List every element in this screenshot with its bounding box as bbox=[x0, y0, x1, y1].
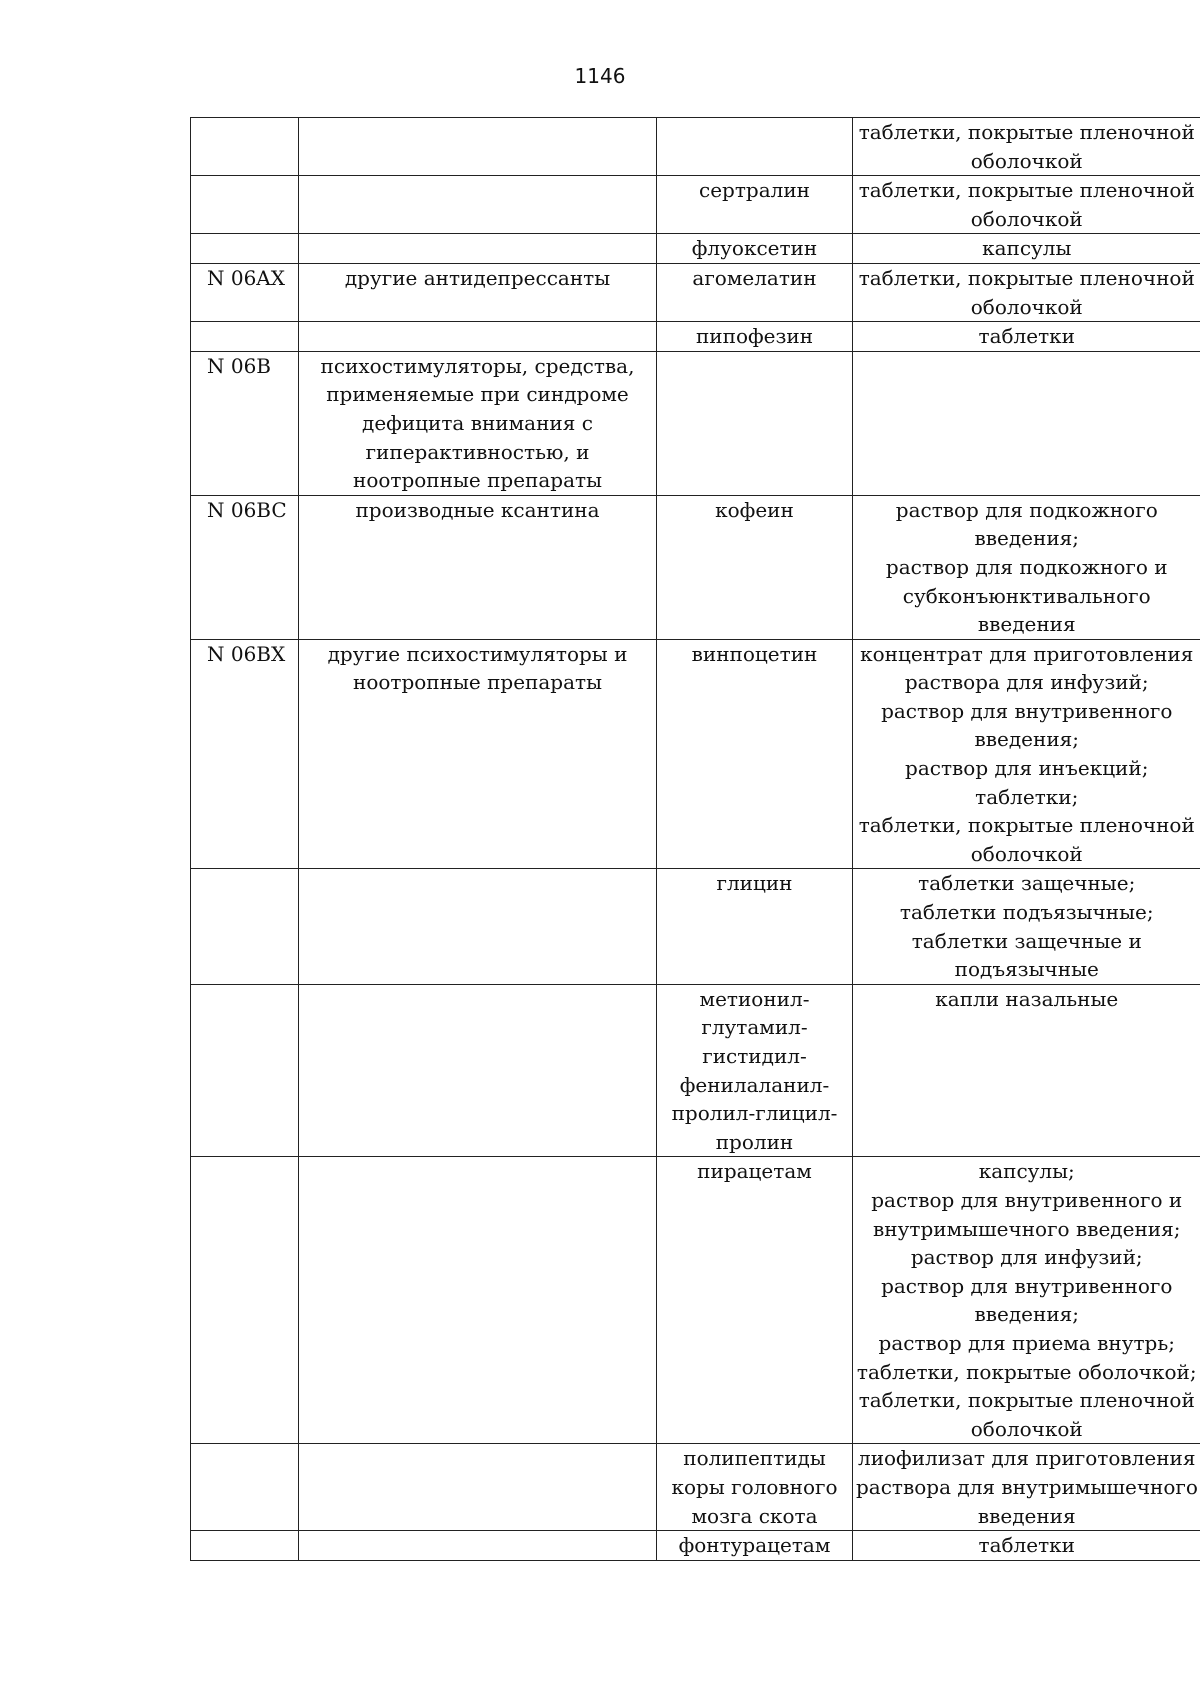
cell-line: таблетки подъязычные; bbox=[899, 900, 1154, 925]
dosage-form-cell bbox=[853, 869, 1200, 984]
atc-code-cell bbox=[191, 118, 299, 176]
group-name-cell bbox=[299, 234, 657, 264]
atc-code-cell bbox=[191, 1157, 299, 1444]
cell-line: фенилаланил- bbox=[679, 1072, 830, 1097]
cell-line: фонтурацетам bbox=[678, 1533, 831, 1558]
cell-line: N 06B bbox=[207, 353, 272, 378]
drug-name-cell bbox=[657, 984, 853, 1157]
cell-line: подъязычные bbox=[954, 957, 1099, 982]
cell-line: гиперактивностью, и bbox=[365, 439, 590, 464]
cell-line: метионил- bbox=[699, 986, 810, 1011]
dosage-form-cell bbox=[853, 984, 1200, 1157]
cell-line: сертралин bbox=[699, 178, 810, 203]
group-name-cell bbox=[299, 984, 657, 1157]
cell-line: ноотропные препараты bbox=[352, 468, 603, 493]
table-row bbox=[191, 118, 1200, 176]
atc-code-cell bbox=[191, 1531, 299, 1561]
page-number: 1146 bbox=[574, 64, 626, 88]
drug-name-cell bbox=[657, 1531, 853, 1561]
cell-line: пролил-глицил- bbox=[671, 1101, 838, 1126]
table-row bbox=[191, 351, 1200, 495]
dosage-form-cell bbox=[853, 351, 1200, 495]
cell-line: таблетки bbox=[978, 324, 1075, 349]
cell-line: таблетки bbox=[978, 1533, 1075, 1558]
cell-line: винпоцетин bbox=[691, 641, 818, 666]
cell-line: таблетки, покрытые пленочной bbox=[858, 1388, 1195, 1413]
dosage-form-cell bbox=[853, 495, 1200, 639]
cell-line: таблетки; bbox=[975, 784, 1079, 809]
cell-line: таблетки защечные и bbox=[911, 928, 1142, 953]
dosage-form-cell bbox=[853, 234, 1200, 264]
table-row bbox=[191, 1531, 1200, 1561]
drug-name-cell bbox=[657, 351, 853, 495]
drug-name-cell bbox=[657, 322, 853, 352]
atc-code-cell bbox=[191, 176, 299, 234]
cell-line: коры головного bbox=[671, 1474, 838, 1499]
cell-line: глутамил- bbox=[701, 1015, 808, 1040]
drug-name-cell bbox=[657, 263, 853, 321]
cell-line: таблетки, покрытые пленочной bbox=[858, 120, 1195, 144]
cell-line: оболочкой bbox=[970, 294, 1083, 319]
drug-name-cell bbox=[657, 495, 853, 639]
cell-line: раствора для инфузий; bbox=[904, 670, 1149, 695]
table-body bbox=[191, 118, 1200, 1561]
cell-line: раствор для внутривенного bbox=[881, 698, 1173, 723]
drug-name-cell bbox=[657, 1444, 853, 1531]
cell-line: лиофилизат для приготовления bbox=[857, 1446, 1196, 1471]
cell-line: раствор для инфузий; bbox=[910, 1245, 1143, 1270]
atc-code-cell bbox=[191, 1444, 299, 1531]
cell-line: N 06AX bbox=[207, 265, 285, 290]
cell-line: гистидил- bbox=[702, 1044, 807, 1068]
group-name-cell bbox=[299, 176, 657, 234]
table-row bbox=[191, 322, 1200, 352]
cell-line: производные ксантина bbox=[355, 497, 600, 522]
group-name-cell bbox=[299, 263, 657, 321]
cell-line: введения; bbox=[974, 526, 1080, 551]
drug-name-cell bbox=[657, 176, 853, 234]
cell-line: раствор для внутривенного и bbox=[871, 1187, 1183, 1212]
cell-line: раствор для подкожного bbox=[895, 497, 1158, 522]
cell-line: пипофезин bbox=[695, 324, 814, 349]
cell-line: кофеин bbox=[715, 497, 794, 522]
cell-line: мозга скота bbox=[691, 1503, 818, 1528]
atc-code-cell bbox=[191, 234, 299, 264]
group-name-cell bbox=[299, 1444, 657, 1531]
atc-code-cell bbox=[191, 322, 299, 352]
cell-line: оболочкой bbox=[970, 206, 1083, 231]
dosage-form-cell bbox=[853, 322, 1200, 352]
group-name-cell bbox=[299, 1157, 657, 1444]
atc-code-cell bbox=[191, 639, 299, 869]
cell-line: агомелатин bbox=[692, 265, 817, 290]
drug-name-cell bbox=[657, 234, 853, 264]
table-row bbox=[191, 1444, 1200, 1531]
cell-line: оболочкой bbox=[970, 1416, 1083, 1441]
group-name-cell bbox=[299, 1531, 657, 1561]
dosage-form-cell bbox=[853, 639, 1200, 869]
table-row bbox=[191, 1157, 1200, 1444]
atc-code-cell bbox=[191, 263, 299, 321]
drug-name-cell bbox=[657, 1157, 853, 1444]
cell-line: таблетки защечные; bbox=[918, 871, 1136, 896]
cell-line: N 06BC bbox=[207, 497, 287, 522]
cell-line: таблетки, покрытые пленочной bbox=[858, 813, 1195, 838]
drug-name-cell bbox=[657, 118, 853, 176]
cell-line: N 06BX bbox=[207, 641, 286, 666]
cell-line: другие антидепрессанты bbox=[344, 265, 611, 290]
table-row bbox=[191, 234, 1200, 264]
cell-line: капсулы bbox=[982, 236, 1072, 261]
table-row bbox=[191, 639, 1200, 869]
drug-table bbox=[190, 117, 1200, 1561]
cell-line: оболочкой bbox=[970, 148, 1083, 173]
cell-line: раствора для внутримышечного bbox=[856, 1474, 1198, 1499]
table-row bbox=[191, 984, 1200, 1157]
cell-line: таблетки, покрытые оболочкой; bbox=[856, 1359, 1197, 1384]
dosage-form-cell bbox=[853, 1444, 1200, 1531]
cell-line: оболочкой bbox=[970, 841, 1083, 866]
dosage-form-cell bbox=[853, 263, 1200, 321]
dosage-form-cell bbox=[853, 176, 1200, 234]
cell-line: дефицита внимания с bbox=[362, 410, 593, 435]
cell-line: другие психостимуляторы и bbox=[327, 641, 628, 666]
cell-line: введения; bbox=[974, 1302, 1080, 1327]
group-name-cell bbox=[299, 639, 657, 869]
atc-code-cell bbox=[191, 984, 299, 1157]
cell-line: раствор для инъекций; bbox=[905, 756, 1149, 781]
group-name-cell bbox=[299, 495, 657, 639]
cell-line: применяемые при синдроме bbox=[326, 382, 629, 407]
cell-line: флуоксетин bbox=[691, 236, 818, 261]
cell-line: раствор для подкожного и bbox=[885, 554, 1168, 579]
atc-code-cell bbox=[191, 869, 299, 984]
cell-line: таблетки, покрытые пленочной bbox=[858, 265, 1195, 290]
cell-line: введения bbox=[977, 612, 1076, 637]
cell-line: раствор для внутривенного bbox=[881, 1273, 1173, 1298]
table-row bbox=[191, 495, 1200, 639]
drug-name-cell bbox=[657, 639, 853, 869]
cell-line: психостимуляторы, средства, bbox=[320, 353, 635, 378]
cell-line: раствор для приема внутрь; bbox=[878, 1330, 1175, 1355]
cell-line: введения; bbox=[974, 727, 1080, 752]
table-row bbox=[191, 176, 1200, 234]
atc-code-cell bbox=[191, 495, 299, 639]
drug-name-cell bbox=[657, 869, 853, 984]
cell-line: пролин bbox=[715, 1129, 794, 1154]
cell-line: полипептиды bbox=[683, 1446, 826, 1471]
table-row bbox=[191, 263, 1200, 321]
cell-line: введения bbox=[977, 1503, 1076, 1528]
atc-code-cell bbox=[191, 351, 299, 495]
cell-line: капли назальные bbox=[935, 986, 1119, 1011]
cell-line: пирацетам bbox=[697, 1159, 812, 1184]
dosage-form-cell bbox=[853, 1157, 1200, 1444]
cell-line: таблетки, покрытые пленочной bbox=[858, 178, 1195, 203]
dosage-form-cell bbox=[853, 118, 1200, 176]
group-name-cell bbox=[299, 118, 657, 176]
cell-line: глицин bbox=[716, 871, 793, 896]
cell-line: капсулы; bbox=[978, 1159, 1075, 1184]
dosage-form-cell bbox=[853, 1531, 1200, 1561]
group-name-cell bbox=[299, 351, 657, 495]
cell-line: внутримышечного введения; bbox=[873, 1216, 1181, 1241]
cell-line: ноотропные препараты bbox=[352, 670, 603, 695]
group-name-cell bbox=[299, 869, 657, 984]
group-name-cell bbox=[299, 322, 657, 352]
cell-line: субконъюнктивального bbox=[902, 583, 1151, 608]
table-row bbox=[191, 869, 1200, 984]
cell-line: концентрат для приготовления bbox=[860, 641, 1194, 666]
